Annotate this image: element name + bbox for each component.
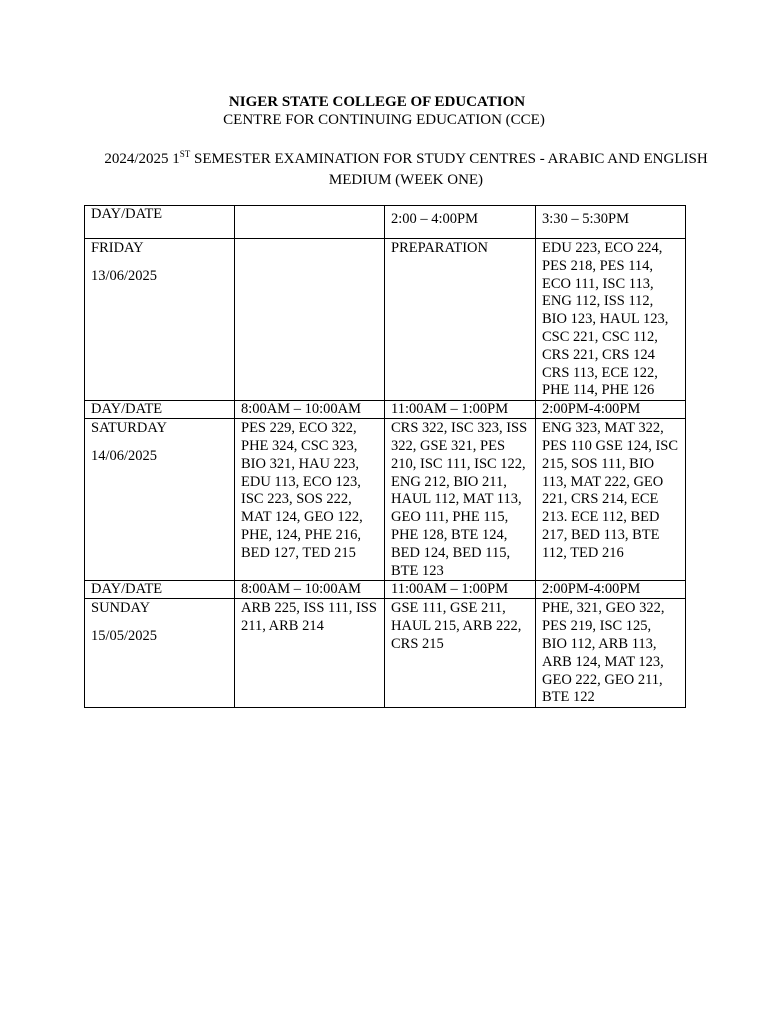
course-cell: CRS 322, ISC 323, ISS 322, GSE 321, PES 210, ISC 111, ISC 122, ENG 212, BIO 211, HAUL 112, MAT 113, GEO 111, PHE 115, PHE 128, BTE 124, BED 124, BED 115, BTE 123 — [385, 419, 536, 581]
slot-cell: 2:00PM-4:00PM — [536, 581, 686, 599]
table-slot-row — [85, 581, 686, 599]
course-cell: EDU 223, ECO 224, PES 218, PES 114, ECO 111, ISC 113, ENG 112, ISS 112, BIO 123, HAUL 123, CSC 221, CSC 112, CRS 221, CRS 124 CRS 113, ECE 122, PHE 114, PHE 126 — [536, 239, 686, 401]
day-cell-sunday — [85, 599, 235, 708]
exam-title-suffix: SEMESTER EXAMINATION FOR STUDY CENTRES - ARABIC AND ENGLISH MEDIUM (WEEK ONE) — [190, 151, 708, 188]
day-date: 13/06/2025 — [91, 267, 158, 284]
table-slot-row — [85, 401, 686, 419]
slot-cell: 8:00AM – 10:00AM — [235, 581, 385, 599]
table-row-sunday — [85, 599, 686, 708]
slot-day-date-cell: DAY/DATE — [85, 401, 235, 419]
course-cell — [235, 239, 385, 401]
header-day-date-cell: DAY/DATE — [85, 206, 235, 239]
course-cell: PHE, 321, GEO 322, PES 219, ISC 125, BIO 112, ARB 113, ARB 124, MAT 123, GEO 222, GEO 211, BTE 122 — [536, 599, 686, 708]
exam-title-prefix: 2024/2025 1 — [104, 151, 180, 167]
table-row-saturday — [85, 419, 686, 581]
header-empty-cell — [235, 206, 385, 239]
header-slot-cell: 2:00 – 4:00PM — [385, 206, 536, 239]
exam-timetable — [84, 205, 686, 708]
exam-title-superscript: ST — [179, 149, 191, 159]
header-slot-cell: 3:30 – 5:30PM — [536, 206, 686, 239]
course-cell: ENG 323, MAT 322, PES 110 GSE 124, ISC 215, SOS 111, BIO 113, MAT 222, GEO 221, CRS 214, ECE 213. ECE 112, BED 217, BED 113, BTE 112, TED 216 — [536, 419, 686, 581]
day-name: FRIDAY — [91, 240, 144, 256]
day-cell-saturday — [85, 419, 235, 581]
institution-title: NIGER STATE COLLEGE OF EDUCATION — [228, 94, 526, 110]
course-cell: ARB 225, ISS 111, ISS 211, ARB 214 — [235, 599, 385, 708]
table-header-row — [85, 206, 686, 239]
course-cell: GSE 111, GSE 211, HAUL 215, ARB 222, CRS 215 — [385, 599, 536, 708]
day-cell-friday — [85, 239, 235, 401]
table-row-friday — [85, 239, 686, 401]
day-date: 15/05/2025 — [91, 628, 158, 645]
slot-cell: 8:00AM – 10:00AM — [235, 401, 385, 419]
centre-subtitle: CENTRE FOR CONTINUING EDUCATION (CCE) — [223, 112, 545, 128]
day-name: SATURDAY — [91, 420, 168, 437]
exam-title — [100, 149, 712, 191]
day-name: SUNDAY — [91, 600, 151, 617]
course-cell: PES 229, ECO 322, PHE 324, CSC 323, BIO 321, HAU 223, EDU 113, ECO 123, ISC 223, SOS 222, MAT 124, GEO 122, PHE, 124, PHE 216, BED 127, TED 215 — [235, 419, 385, 581]
slot-cell: 2:00PM-4:00PM — [536, 401, 686, 419]
slot-cell: 11:00AM – 1:00PM — [385, 401, 536, 419]
course-cell: PREPARATION — [385, 239, 536, 401]
slot-cell: 11:00AM – 1:00PM — [385, 581, 536, 599]
day-date: 14/06/2025 — [91, 447, 158, 464]
slot-day-date-cell: DAY/DATE — [85, 581, 235, 599]
